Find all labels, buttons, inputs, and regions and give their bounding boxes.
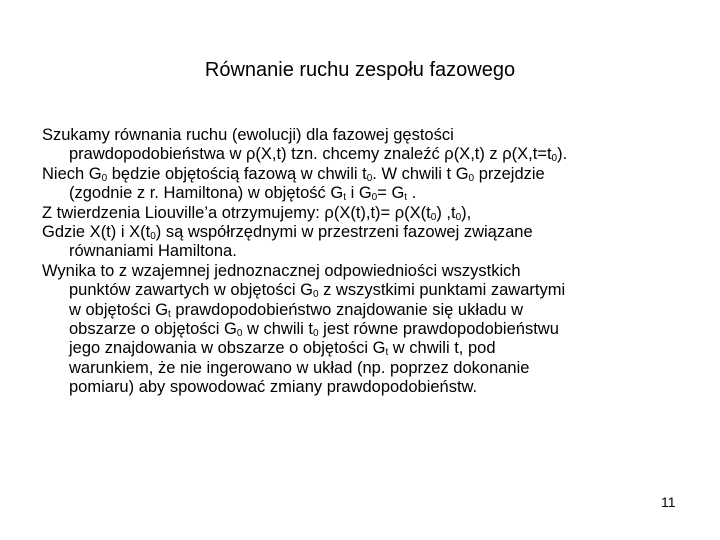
text-run: ) są współrzędnymi w przestrzeni fazowej związane xyxy=(155,223,533,242)
paragraph xyxy=(42,261,692,398)
paragraph xyxy=(42,203,692,223)
text-run: w chwili t xyxy=(242,320,313,339)
subscript: t xyxy=(404,192,408,204)
text-run: (zgodnie z r. Hamiltona) w objętość G xyxy=(69,184,344,203)
subscript: 0 xyxy=(150,231,156,243)
text-run: przejdzie xyxy=(474,164,545,183)
text-run: ), xyxy=(461,203,472,222)
subscript: 0 xyxy=(101,172,108,184)
text-run: ). xyxy=(557,145,568,164)
paragraph xyxy=(42,223,692,262)
subscript: 0 xyxy=(468,172,475,184)
text-run: ) ,t xyxy=(436,203,456,222)
text-run: . W chwili t G xyxy=(372,164,469,183)
text-run: warunkiem, że nie ingerowano w układ (np. poprzez dokonanie xyxy=(69,358,530,377)
text-run: jego znajdowania w obszarze o objętości G xyxy=(69,339,386,358)
text-run: z wszystkimi punktami zawartymi xyxy=(318,281,566,300)
text-run: punktów zawartych w objętości G xyxy=(69,281,313,300)
text-run: pomiaru) aby spowodować zmiany prawdopodobieństw. xyxy=(69,378,478,397)
subscript: 0 xyxy=(366,172,373,184)
subscript: t xyxy=(343,192,346,204)
subscript: 0 xyxy=(430,211,437,223)
text-run: = G xyxy=(377,184,405,203)
text-run: Wynika to z wzajemnej jednoznacznej odpowiedniości wszystkich xyxy=(42,261,521,280)
text-run: jest równe prawdopodobieństwu xyxy=(318,320,559,339)
text-run: prawdopodobieństwo znajdowanie się układu w xyxy=(170,300,524,319)
subscript: 0 xyxy=(312,289,319,301)
subscript: t xyxy=(168,308,171,320)
text-run: Gdzie X(t) i X(t xyxy=(42,223,151,242)
subscript: 0 xyxy=(236,328,243,340)
text-run: Z twierdzenia Liouville’a otrzymujemy: ρ(X(t),t)= ρ(X(t xyxy=(42,203,431,222)
text-run: prawdopodobieństwa w ρ(X,t) tzn. chcemy znaleźć ρ(X,t) z ρ(X,t=t xyxy=(69,145,552,164)
text-run: Niech G xyxy=(42,164,102,183)
text-run: równaniami Hamiltona. xyxy=(69,242,237,261)
subscript: 0 xyxy=(313,328,319,340)
text-run: obszarze o objętości G xyxy=(69,320,237,339)
text-run: Szukamy równania ruchu (ewolucji) dla fazowej gęstości xyxy=(42,126,454,144)
text-run: i G xyxy=(345,184,372,203)
slide-title: Równanie ruchu zespołu fazowego xyxy=(204,59,516,81)
subscript: t xyxy=(385,347,389,359)
text-run: . xyxy=(407,184,417,203)
subscript: 0 xyxy=(371,192,378,204)
paragraph xyxy=(42,164,692,204)
text-run: będzie objętością fazową w chwili t xyxy=(107,164,367,183)
subscript: 0 xyxy=(551,153,558,165)
slide-body xyxy=(42,126,692,398)
page-number: 11 xyxy=(661,494,676,510)
text-run: w chwili t, pod xyxy=(388,339,496,358)
text-run: w objętości G xyxy=(69,300,169,319)
subscript: 0 xyxy=(455,211,462,223)
paragraph xyxy=(42,126,692,165)
